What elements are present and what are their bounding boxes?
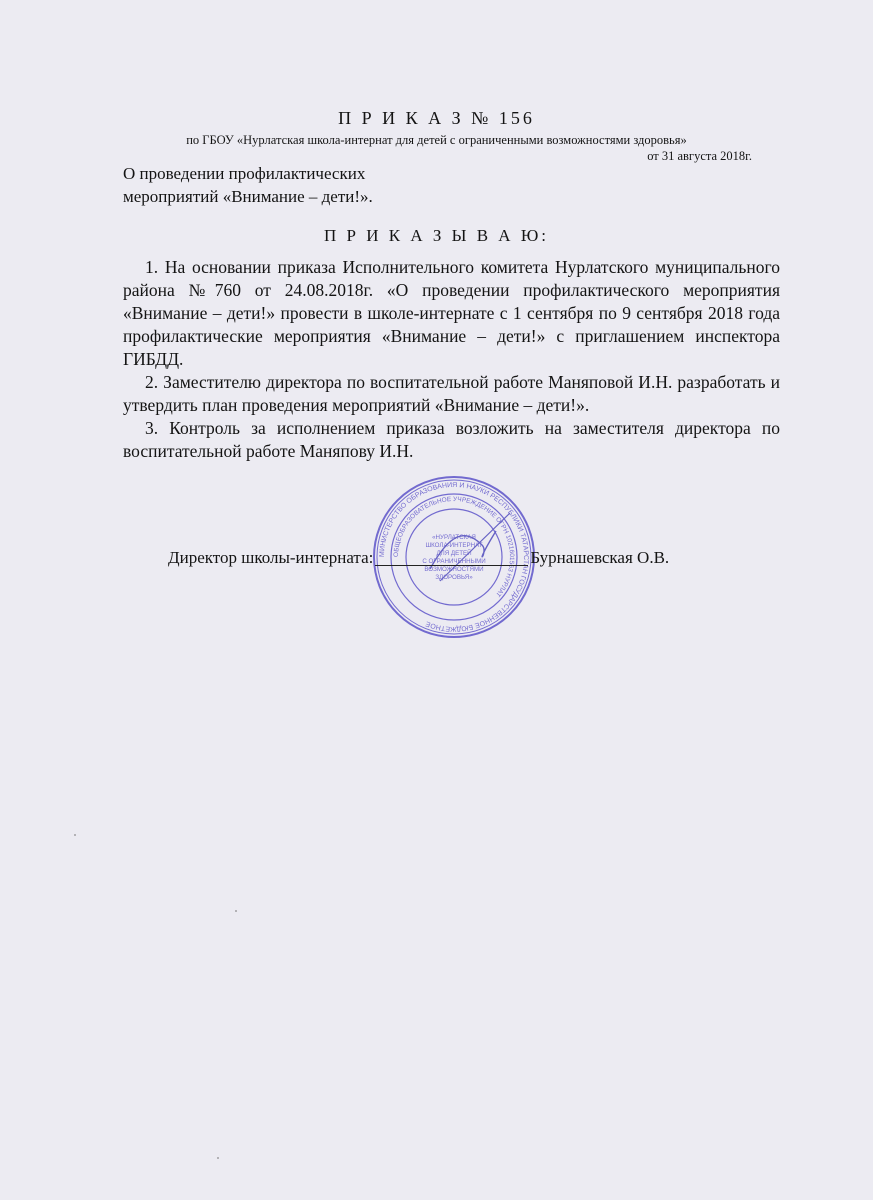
signatory-position: Директор школы-интерната: [168,548,374,567]
seal-text-line: ШКОЛА-ИНТЕРНАТ [425,542,483,549]
scan-speck [74,834,76,836]
seal-text-line: «НУРЛАТСКАЯ [432,534,476,541]
order-body [123,256,780,463]
organization-name: по ГБОУ «Нурлатская школа-интернат для детей с ограниченными возможностями здоровья» [186,133,687,147]
signature-line [375,565,528,566]
signature-block [168,548,758,568]
signatory-name: Бурнашевская О.В. [530,548,670,567]
order-item-1: 1. На основании приказа Исполнительного комитета Нурлатского муниципального района №760 от 24.08.2018г. «О проведении профилактического мероприятия «Внимание – дети!» провести в школе-интернате с 1 сентября по 9 сентября 2018 года профилактические мероприятия «Внимание – дети!» с приглашением инспектора ГИБДД. [123,257,780,369]
seal-text-line: ДЛЯ ДЕТЕЙ [436,550,472,557]
scan-speck [217,1157,219,1159]
svg-text:ОБЩЕОБРАЗОВАТЕЛЬНОЕ УЧРЕЖДЕНИЕ: ОБЩЕОБРАЗОВАТЕЛЬНОЕ УЧРЕЖДЕНИЕ ОГРН 1021601563 НУРЛАТ [392,495,516,598]
order-item-2: 2. Заместителю директора по воспитательной работе Маняповой И.Н. разработать и утвердить план проведения мероприятий «Внимание – дети!». [123,372,780,415]
order-heading: П Р И К А З Ы В А Ю: [323,226,550,245]
subject-line-1: О проведении профилактических [123,164,366,183]
scan-speck [235,910,237,912]
order-subject [123,162,463,208]
order-date: от 31 августа 2018г. [647,149,752,163]
seal-text-line: ВОЗМОЖНОСТЯМИ [424,566,484,573]
seal-text-line: С ОГРАНИЧЕННЫМИ [422,558,486,565]
order-item-3: 3. Контроль за исполнением приказа возложить на заместителя директора по воспитательной работе Маняпову И.Н. [123,418,780,461]
svg-text:МИНИСТЕРСТВО ОБРАЗОВАНИЯ И НАУ: МИНИСТЕРСТВО ОБРАЗОВАНИЯ И НАУКИ РЕСПУБЛИКИ ТАТАРСТАН ГОСУДАРСТВЕННОЕ БЮДЖЕТНОЕ [378,481,530,633]
seal-text-line: ЗДОРОВЬЯ» [435,574,473,581]
subject-line-2: мероприятий «Внимание – дети!». [123,187,373,206]
order-title: П Р И К А З № 156 [338,108,535,128]
